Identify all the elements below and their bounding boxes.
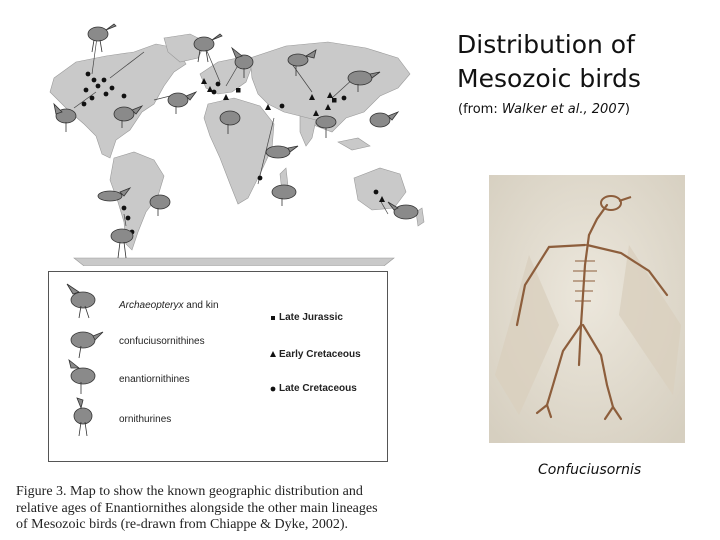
ornithurine-icon [74,398,92,436]
legend-confuciusornithines: confuciusornithines [119,336,205,347]
source-prefix: (from: [458,102,502,117]
figure-caption [16,484,446,534]
map-legend [48,271,388,462]
legend-bird-icons [49,272,389,463]
bird-sketch-icon [88,24,116,52]
legend-archaeopteryx-name: Archaeopteryx [119,300,184,311]
figure-caption-line-1: Figure 3. Map to show the known geographic distribution and [16,484,363,499]
bird-sketch-icon [370,112,398,127]
confuciusornithine-icon [71,332,103,358]
bird-sketch-icon [266,146,298,158]
distribution-map [14,8,434,266]
fossil-caption: Confuciusornis [538,462,642,478]
slide-title-line-1: Distribution of [457,30,635,59]
indonesia [338,138,370,150]
slide-title [457,28,641,96]
india [300,116,316,146]
north-america [50,44,186,158]
legend-ornithurines: ornithurines [119,414,172,425]
enantiornithine-icon [69,360,95,394]
figure-caption-line-2: relative ages of Enantiornithes alongside the other main lineages [16,500,378,516]
bird-sketch-icon [388,202,418,219]
source-authors: Walker et al., 2007 [501,102,625,117]
legend-archaeopteryx-suffix: and kin [183,300,219,311]
legend-enantiornithines: enantiornithines [119,374,190,385]
confuciusornis-fossil-image [489,175,685,443]
legend-early-cretaceous: Early Cretaceous [279,349,361,360]
legend-archaeopteryx [119,300,219,311]
source-suffix: ) [624,102,630,117]
slide-title-line-2: Mesozoic birds [457,64,641,93]
legend-late-jurassic: Late Jurassic [279,312,343,323]
africa [204,98,274,204]
bird-sketch-icon [168,92,196,114]
world-map-svg [14,8,434,266]
antarctica [74,258,394,266]
late-cretaceous-marker [271,387,276,392]
archaeopteryx-icon [67,284,95,318]
figure-caption-line-3: of Mesozoic birds (re-drawn from Chiappe & Dyke, 2002). [16,517,349,532]
early-cretaceous-marker [270,351,276,357]
source-citation [458,102,630,117]
australia [354,168,406,210]
bird-sketch-icon [150,195,170,216]
late-jurassic-marker [271,316,275,320]
bird-sketch-icon [272,185,296,206]
legend-late-cretaceous: Late Cretaceous [279,383,357,394]
